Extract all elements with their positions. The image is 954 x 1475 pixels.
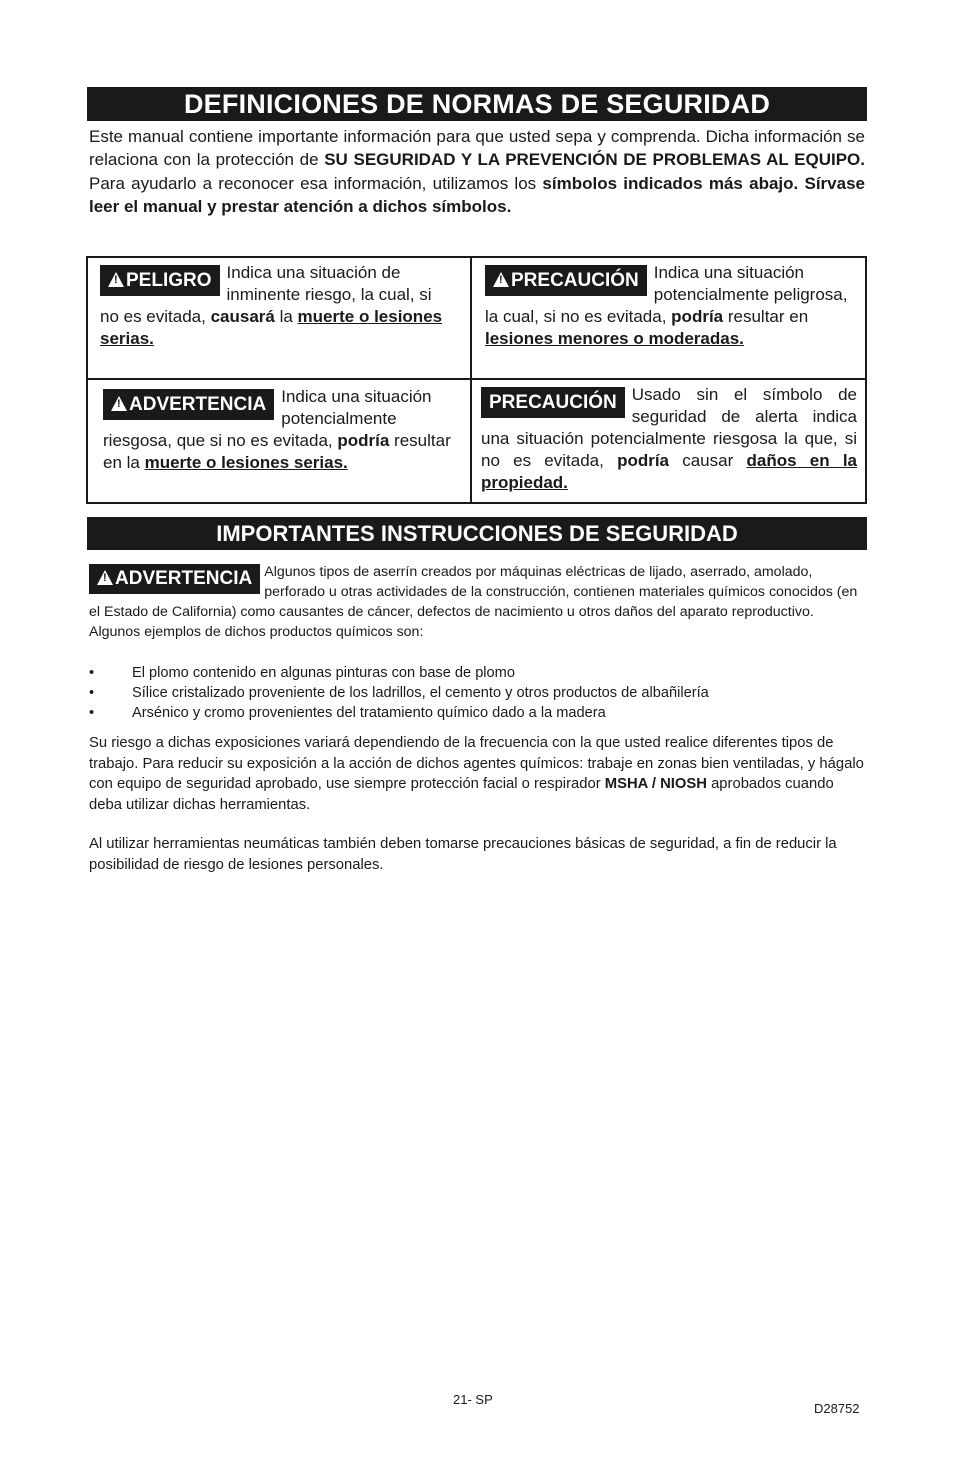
precaucion-plain-label: PRECAUCIÓN [481,387,625,418]
list-item: • Arsénico y cromo provenientes del tratamiento químico dado a la madera [89,705,606,721]
advertencia-label: !ADVERTENCIA [103,389,274,420]
pneumatic-paragraph: Al utilizar herramientas neumáticas también deben tomarse precauciones básicas de seguridad, a fin de reducir la posibilidad de riesgo de lesiones personales. [89,836,837,873]
warning-triangle-icon [97,570,113,585]
intro-paragraph: Este manual contiene importante información para que usted sepa y comprenda. Dicha información se relaciona con la protección de SU SEGURIDAD Y LA PREVENCIÓN DE PROBLEMAS AL EQUIPO. Para ayudarlo a reconocer esa información, utilizamos los símbolos indicados más abajo. Sírvase leer el manual y prestar atención a dichos símbolos. [89,127,865,216]
advertencia-definition: !ADVERTENCIA Indica una situación potencialmente riesgosa, que si no es evitada, podría resultar en la muerte o lesiones serias. [103,386,453,474]
list-item: • Sílice cristalizado proveniente de los ladrillos, el cemento y otros productos de albañilería [89,685,709,701]
grid-divider [470,258,472,502]
section-title-instructions: IMPORTANTES INSTRUCCIONES DE SEGURIDAD [87,517,867,550]
grid-divider [88,378,865,380]
precaucion-no-symbol-definition: PRECAUCIÓN Usado sin el símbolo de seguridad de alerta indica una situación potencialmente riesgosa la que, si no es evitada, podría causar daños en la propiedad. [481,385,857,492]
peligro-definition: !PELIGRO Indica una situación de inminente riesgo, la cual, si no es evitada, causará la muerte o lesiones serias. [100,262,452,350]
precaucion-label: !PRECAUCIÓN [485,265,647,296]
document-code: D28752 [814,1401,860,1416]
section-title-definitions: DEFINICIONES DE NORMAS DE SEGURIDAD [87,87,867,121]
advertencia-label: !ADVERTENCIA [89,564,260,594]
signal-word-grid [86,256,867,504]
chemical-warning: !ADVERTENCIA Algunos tipos de aserrín creados por máquinas eléctricas de lijado, aserrado, amolado, perforado u otras actividades de la construcción, contienen materiales químicos conocidos (en el Estado de California) como causantes de cáncer, defectos de nacimiento u otros daños del aparato reproductivo. Algunos ejemplos de dichos productos químicos son: [89,562,865,642]
warning-triangle-icon [108,272,124,287]
chemical-list [89,663,865,723]
peligro-label: !PELIGRO [100,265,220,296]
warning-triangle-icon [111,396,127,411]
warning-triangle-icon [493,272,509,287]
precaucion-definition: !PRECAUCIÓN Indica una situación potencialmente peligrosa, la cual, si no es evitada, podría resultar en lesiones menores o moderadas. [485,262,857,350]
exposure-paragraph: Su riesgo a dichas exposiciones variará dependiendo de la frecuencia con la que usted realice diferentes tipos de trabajo. Para reducir su exposición a la acción de dichos agentes químicos: trabaje en zonas bien ventiladas, y hágalo con equipo de seguridad aprobado, use siempre protección facial o respirador MSHA / NIOSH aprobados cuando deba utilizar dichas herramientas. [89,735,864,813]
list-item: • El plomo contenido en algunas pinturas con base de plomo [89,665,515,681]
page-number: 21- SP [453,1392,493,1407]
